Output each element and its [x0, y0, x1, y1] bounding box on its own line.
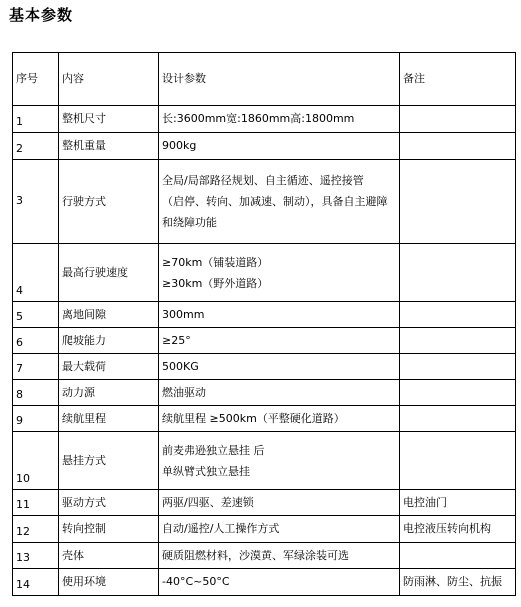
- row-item: 最高行驶速度: [59, 244, 159, 302]
- row-item: 整机重量: [59, 133, 159, 160]
- row-item: 悬挂方式: [59, 432, 159, 490]
- row-index: 6: [13, 328, 59, 354]
- row-index: 4: [13, 244, 59, 302]
- header-cell-remarks: 备注: [400, 53, 516, 106]
- row-item: 离地间隙: [59, 302, 159, 328]
- row-index: 8: [13, 380, 59, 406]
- table-row: [13, 354, 516, 380]
- row-value: ≥25°: [159, 328, 400, 354]
- table-row: [13, 406, 516, 432]
- row-value: 燃油驱动: [159, 380, 400, 406]
- row-value: 全局/局部路径规划、自主循迹、遥控接管 （启停、转向、加减速、制动），具备自主避障 和绕障功能: [159, 160, 400, 244]
- table-row: [13, 569, 516, 596]
- row-remark: [400, 406, 516, 432]
- row-index: 10: [13, 432, 59, 490]
- row-value: ≥70km（铺装道路） ≥30km（野外道路）: [159, 244, 400, 302]
- row-value: 300mm: [159, 302, 400, 328]
- row-remark: [400, 380, 516, 406]
- parameters-table: [12, 52, 516, 596]
- header-cell-index: 序号: [13, 53, 59, 106]
- table-row: [13, 160, 516, 244]
- row-item: 爬坡能力: [59, 328, 159, 354]
- row-item: 行驶方式: [59, 160, 159, 244]
- row-item: 转向控制: [59, 516, 159, 543]
- row-remark: [400, 543, 516, 569]
- table-header-row: [13, 53, 516, 106]
- row-index: 5: [13, 302, 59, 328]
- row-remark: [400, 328, 516, 354]
- row-index: 11: [13, 490, 59, 516]
- table-row: [13, 244, 516, 302]
- table-row: [13, 302, 516, 328]
- row-index: 13: [13, 543, 59, 569]
- row-index: 3: [13, 160, 59, 244]
- row-item: 壳体: [59, 543, 159, 569]
- row-item: 续航里程: [59, 406, 159, 432]
- row-value: 续航里程 ≥500km（平整硬化道路）: [159, 406, 400, 432]
- table-row: [13, 106, 516, 133]
- table-row: [13, 516, 516, 543]
- row-value: 长:3600mm宽:1860mm高:1800mm: [159, 106, 400, 133]
- row-item: 动力源: [59, 380, 159, 406]
- header-cell-design-params: 设计参数: [159, 53, 400, 106]
- row-index: 9: [13, 406, 59, 432]
- row-index: 1: [13, 106, 59, 133]
- row-index: 14: [13, 569, 59, 596]
- table-row: [13, 380, 516, 406]
- row-remark: [400, 354, 516, 380]
- row-remark: [400, 106, 516, 133]
- row-value: 硬质阻燃材料，沙漠黄、军绿涂装可选: [159, 543, 400, 569]
- table-row: [13, 543, 516, 569]
- row-remark: [400, 302, 516, 328]
- row-value: 500KG: [159, 354, 400, 380]
- row-remark: [400, 244, 516, 302]
- table-row: [13, 133, 516, 160]
- page-title: 基本参数: [9, 6, 74, 24]
- row-item: 驱动方式: [59, 490, 159, 516]
- row-value: 两驱/四驱、差速锁: [159, 490, 400, 516]
- row-remark: 电控油门: [400, 490, 516, 516]
- row-value: -40°C~50°C: [159, 569, 400, 596]
- table-row: [13, 432, 516, 490]
- row-index: 12: [13, 516, 59, 543]
- row-item: 使用环境: [59, 569, 159, 596]
- row-remark: [400, 133, 516, 160]
- row-remark: [400, 432, 516, 490]
- row-remark: 电控液压转向机构: [400, 516, 516, 543]
- row-remark: 防雨淋、防尘、抗振: [400, 569, 516, 596]
- table-row: [13, 328, 516, 354]
- row-value: 自动/遥控/人工操作方式: [159, 516, 400, 543]
- row-remark: [400, 160, 516, 244]
- row-item: 整机尺寸: [59, 106, 159, 133]
- row-value: 900kg: [159, 133, 400, 160]
- row-value: 前麦弗逊独立悬挂 后 单纵臂式独立悬挂: [159, 432, 400, 490]
- row-item: 最大载荷: [59, 354, 159, 380]
- table-row: [13, 490, 516, 516]
- row-index: 7: [13, 354, 59, 380]
- row-index: 2: [13, 133, 59, 160]
- header-cell-content: 内容: [59, 53, 159, 106]
